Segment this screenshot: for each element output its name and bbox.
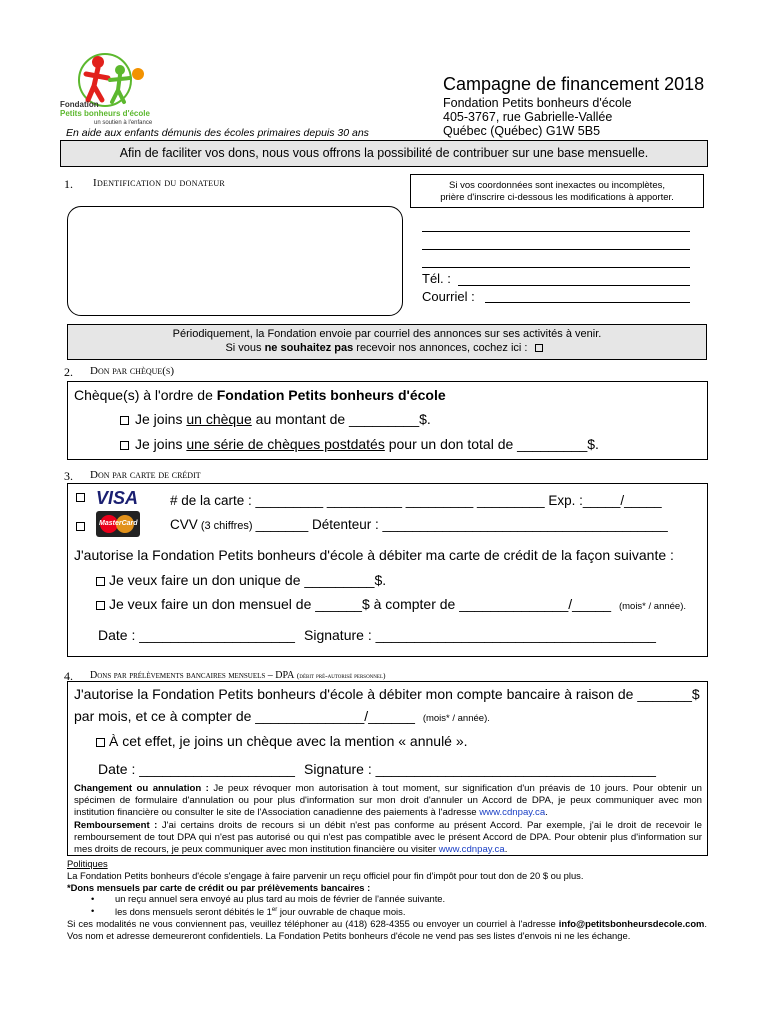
refund-title: Remboursement : [74,819,158,831]
correction-line-1[interactable] [422,231,690,232]
correction-line-3[interactable] [422,267,690,268]
card-signature-field[interactable]: Signature : ____________________________________ [304,627,656,643]
correction-line-2[interactable] [422,249,690,250]
org-address-1: 405-3767, rue Gabrielle-Vallée [443,110,613,124]
cvv-holder-field[interactable] [170,517,668,532]
policies-monthly-title: *Dons mensuels par carte de crédit ou par prélèvements bancaires : [67,881,371,893]
notice-post: recevoir nos annonces, cochez ici : [353,342,528,354]
bullet-icon: • [91,905,95,917]
section-4-title [90,670,386,681]
card-number-field[interactable]: # de la carte : _________ __________ _________ _________ Exp. :_____/_____ [170,493,662,508]
address-note-1: Si vos coordonnées sont inexactes ou incomplètes, [449,180,665,191]
cheque-order-pre: Chèque(s) à l'ordre de [74,387,217,403]
mc-label: MasterCard [99,520,138,527]
cheque-single-pre: Je joins [135,411,187,427]
tel-line[interactable] [458,285,690,286]
card-date-field[interactable]: Date : ____________________ [98,627,295,643]
foundation-logo [60,50,170,130]
dpa-cheque-text: À cet effet, je joins un chèque avec la mention « annulé ». [109,733,468,749]
cheque-single-u: un chèque [186,411,252,427]
visa-checkbox[interactable] [76,493,85,502]
section-4-title-main: Dons par prélèvements bancaires mensuels – DPA [90,670,295,681]
section-3-number: 3. [64,469,73,483]
cheque-option-single [120,411,431,427]
bullet-1-text: un reçu annuel sera envoyé au plus tard au mois de février de l'année suivante. [115,893,446,905]
notice-pre: Si vous [225,342,265,354]
dpa-start-text: par mois, et ce à compter de ______________/______ [74,708,415,724]
card-unique-checkbox[interactable] [96,577,105,586]
cheque-section-box [67,381,708,460]
contact-post: . Vos nom et adresse demeureront confidentiels. La Fondation Petits bonheurs d'école ne vend pas ses listes d'envois ni ne les échange. [67,918,707,941]
preauthorized-debit-box [67,681,708,856]
policies [67,858,707,942]
cvv-holder: _______ Détenteur : ______________________________________ [255,517,668,532]
cvv-label: CVV [170,517,198,532]
policies-receipt: La Fondation Petits bonheurs d'école s'engage à faire parvenir un reçu officiel pour fin d'impôt pour tout don de 20 $ ou plus. [67,869,584,881]
visa-logo-icon [96,488,142,508]
section-1-number: 1. [64,177,73,191]
section-4-number: 4. [64,669,73,683]
cdnpay-link-2[interactable]: www.cdnpay.ca [438,844,505,856]
logo-line-1: Fondation [60,100,99,109]
mastercard-logo-icon [96,511,140,537]
cheque-single-checkbox[interactable] [120,416,129,425]
logo-line-3: un soutien à l'enfance [94,120,153,126]
policies-contact [67,918,707,942]
donor-address-box[interactable] [67,206,403,316]
contact-email[interactable]: info@petitsbonheursdecole.com [558,918,705,930]
email-label: Courriel : [422,289,475,304]
card-unique-text: Je veux faire un don unique de _________$. [109,572,387,588]
policies-bullet-1 [67,893,707,905]
address-note-box [410,174,704,208]
card-authorize-text: J'autorise la Fondation Petits bonheurs d'école à débiter ma carte de crédit de la façon suivante : [74,547,674,563]
section-3-title: Don par carte de crédit [90,469,201,481]
change-title: Changement ou annulation : [74,783,209,794]
cheque-order [74,387,446,403]
notice-line-1: Périodiquement, la Fondation envoie par courriel des annonces sur ses activités à venir. [172,328,602,340]
dpa-authorize-text: J'autorise la Fondation Petits bonheurs d'école à débiter mon compte bancaire à raison de _______$ [74,686,700,702]
dpa-cheque-checkbox[interactable] [96,738,105,747]
unsubscribe-checkbox[interactable] [535,344,543,352]
banner [60,140,708,167]
newsletter-notice [67,324,707,360]
notice-line-2 [68,342,706,354]
policies-title: Politiques [67,858,108,869]
section-4-title-small: (débit pré-autorisé personnel) [296,671,386,680]
section-2-title: Don par chèque(s) [90,365,175,377]
logo-tagline: En aide aux enfants démunis des écoles primaires depuis 30 ans [66,127,369,139]
card-monthly-text: Je veux faire un don mensuel de ______$ à compter de ______________/_____ [109,596,612,612]
mastercard-checkbox[interactable] [76,522,85,531]
page-title: Campagne de financement 2018 [443,74,705,94]
visa-label: VISA [96,488,139,508]
banner-text: Afin de faciliter vos dons, nous vous offrons la possibilité de contribuer sur une base mensuelle. [119,146,649,160]
org-name: Fondation Petits bonheurs d'école [443,96,632,110]
cvv-small: (3 chiffres) [197,520,256,532]
tel-label: Tél. : [422,271,451,286]
dpa-terms: Changement ou annulation : Je peux révoquer mon autorisation à tout moment, sur signification d'un préavis de 10 jours. Pour obtenir un spécimen de formulaire d'annulation ou pour plus d'information sur mon droit d'annuler un Accord de DPA, je peux communiquer avec mon institution financière ou consulter le site de l'Association canadienne des paiements à l'adresse www.cdnpay.ca. Remboursement : J'ai certains droits de recours si un débit n'est pas conforme au présent Accord. Par exemple, j'ai le droit de recevoir le remboursement de tout DPA qui n'est pas autorisé ou qui n'est pas compatible avec le présent Accord de DPA. Pour obtenir plus d'information sur mes droits de recours, je peux communiquer avec mon institution financière ou visiter www.cdnpay.ca. [74,783,703,856]
notice-bold: ne souhaitez pas [264,342,354,354]
cheque-series-pre: Je joins [135,436,187,452]
cheque-single-post: au montant de _________$. [251,411,431,427]
refund-text: J'ai certains droits de recours si un débit n'est pas conforme au présent Accord. Par exemple, j'ai le droit de recevoir le remboursement de tout DPA qui n'est pas autorisé ou qui n'est pas compatible avec le présent Accord de DPA. Pour obtenir plus d'information sur mes droits de recours, je peux communiquer avec mon institution financière ou visiter [74,819,703,856]
dpa-start-field[interactable] [74,708,490,724]
card-unique-option [96,572,386,588]
credit-card-section-box [67,483,708,657]
cdnpay-link-1[interactable]: www.cdnpay.ca [479,807,546,819]
section-1-title: Identification du donateur [93,177,226,189]
card-monthly-checkbox[interactable] [96,601,105,610]
dpa-start-small: (mois* / année). [422,713,490,724]
bullet-icon: • [91,893,95,905]
cheque-option-series [120,436,599,452]
policies-bullet-2 [67,905,707,918]
bullet-2-post: jour ouvrable de chaque mois. [277,906,406,918]
card-monthly-option [96,596,686,612]
cheque-order-org: Fondation Petits bonheurs d'école [216,387,446,403]
cheque-series-u: une série de chèques postdatés [186,436,385,452]
cheque-series-post: pour un don total de _________$. [384,436,599,452]
logo-line-2: Petits bonheurs d'école [60,109,150,118]
org-address-2: Québec (Québec) G1W 5B5 [443,124,601,138]
bullet-2-sup: er [271,907,278,914]
dpa-cheque-option [96,733,468,749]
email-line[interactable] [485,302,690,303]
bullet-2-pre: les dons mensuels seront débités le 1 [115,906,272,918]
dpa-date-field[interactable]: Date : ____________________ [98,761,295,777]
address-note-2: prière d'inscrire ci-dessous les modifications à apporter. [440,192,674,203]
dpa-signature-field[interactable]: Signature : ____________________________________ [304,761,656,777]
card-monthly-small: (mois* / année). [618,601,687,612]
cheque-series-checkbox[interactable] [120,441,129,450]
section-2-number: 2. [64,365,73,379]
change-text: Je peux révoquer mon autorisation à tout moment, sur signification d'un préavis de 10 jours. Pour obtenir un spécimen de formulaire d'annulation ou pour plus d'information sur mon droit d'annuler un Accord de DPA, je peux communiquer avec mon institution financière ou consulter le site de l'Association canadienne des paiements à l'adresse [74,783,702,819]
contact-pre: Si ces modalités ne vous conviennent pas, veuillez téléphoner au (418) 628-4355 ou envoyer un courriel à l'adresse [67,918,559,930]
